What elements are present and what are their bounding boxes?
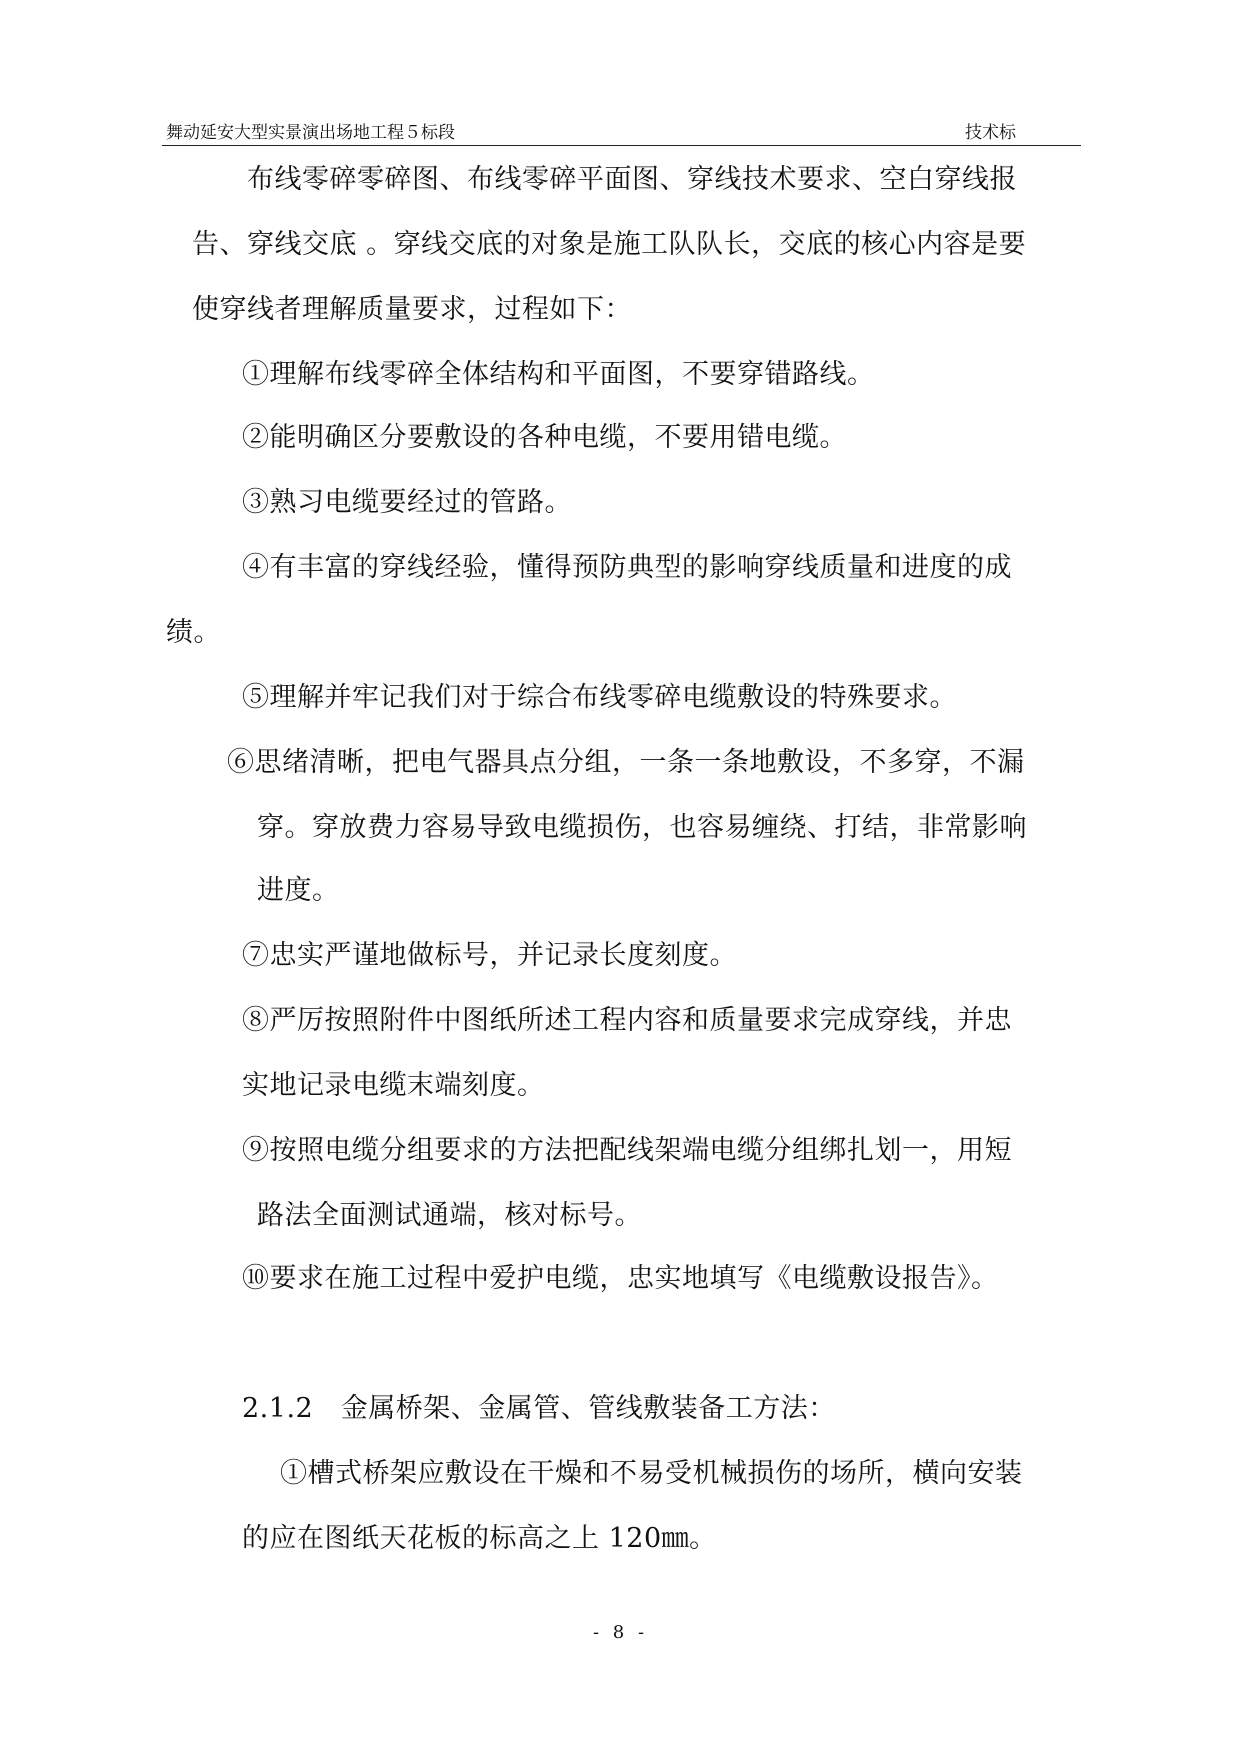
body-line: ⑥思绪清晰，把电气器具点分组，一条一条地敷设，不多穿，不漏: [227, 747, 1025, 778]
body-line: ①理解布线零碎全体结构和平面图，不要穿错路线。: [242, 359, 875, 390]
body-line: 实地记录电缆末端刻度。: [242, 1070, 545, 1101]
body-line: 的应在图纸天花板的标高之上 120㎜。: [242, 1523, 717, 1554]
body-line: ④有丰富的穿线经验，懂得预防典型的影响穿线质量和进度的成: [242, 552, 1012, 583]
body-line: 告、穿线交底 。穿线交底的对象是施工队队长，交底的核心内容是要: [192, 229, 1027, 260]
page-header-title: 舞动延安大型实景演出场地工程５标段: [166, 123, 455, 143]
body-line: 路法全面测试通端，核对标号。: [257, 1200, 642, 1231]
header-rule: [162, 145, 1081, 146]
page-header-section: 技术标: [965, 123, 1016, 143]
body-line: ⑩要求在施工过程中爱护电缆，忠实地填写《电缆敷设报告》。: [242, 1263, 999, 1294]
body-line: 绩。: [166, 617, 221, 648]
body-line: 布线零碎零碎图、布线零碎平面图、穿线技术要求、空白穿线报: [247, 164, 1017, 195]
body-line: ⑨按照电缆分组要求的方法把配线架端电缆分组绑扎划一，用短: [242, 1135, 1012, 1166]
body-line: ②能明确区分要敷设的各种电缆，不要用错电缆。: [242, 422, 847, 453]
body-line: ⑤理解并牢记我们对于综合布线零碎电缆敷设的特殊要求。: [242, 682, 957, 713]
body-line: ①槽式桥架应敷设在干燥和不易受机械损伤的场所，横向安装: [280, 1458, 1023, 1489]
body-line: ⑦忠实严谨地做标号，并记录长度刻度。: [242, 940, 737, 971]
body-line: 穿。穿放费力容易导致电缆损伤，也容易缠绕、打结，非常影响: [257, 812, 1027, 843]
page-number: - 8 -: [592, 1622, 649, 1643]
body-line: 使穿线者理解质量要求，过程如下：: [192, 294, 632, 325]
section-heading: 2.1.2 金属桥架、金属管、管线敷装备工方法：: [242, 1393, 836, 1424]
body-line: ⑧严厉按照附件中图纸所述工程内容和质量要求完成穿线，并忠: [242, 1005, 1012, 1036]
body-line: 进度。: [257, 875, 340, 906]
body-line: ③熟习电缆要经过的管路。: [242, 487, 572, 518]
